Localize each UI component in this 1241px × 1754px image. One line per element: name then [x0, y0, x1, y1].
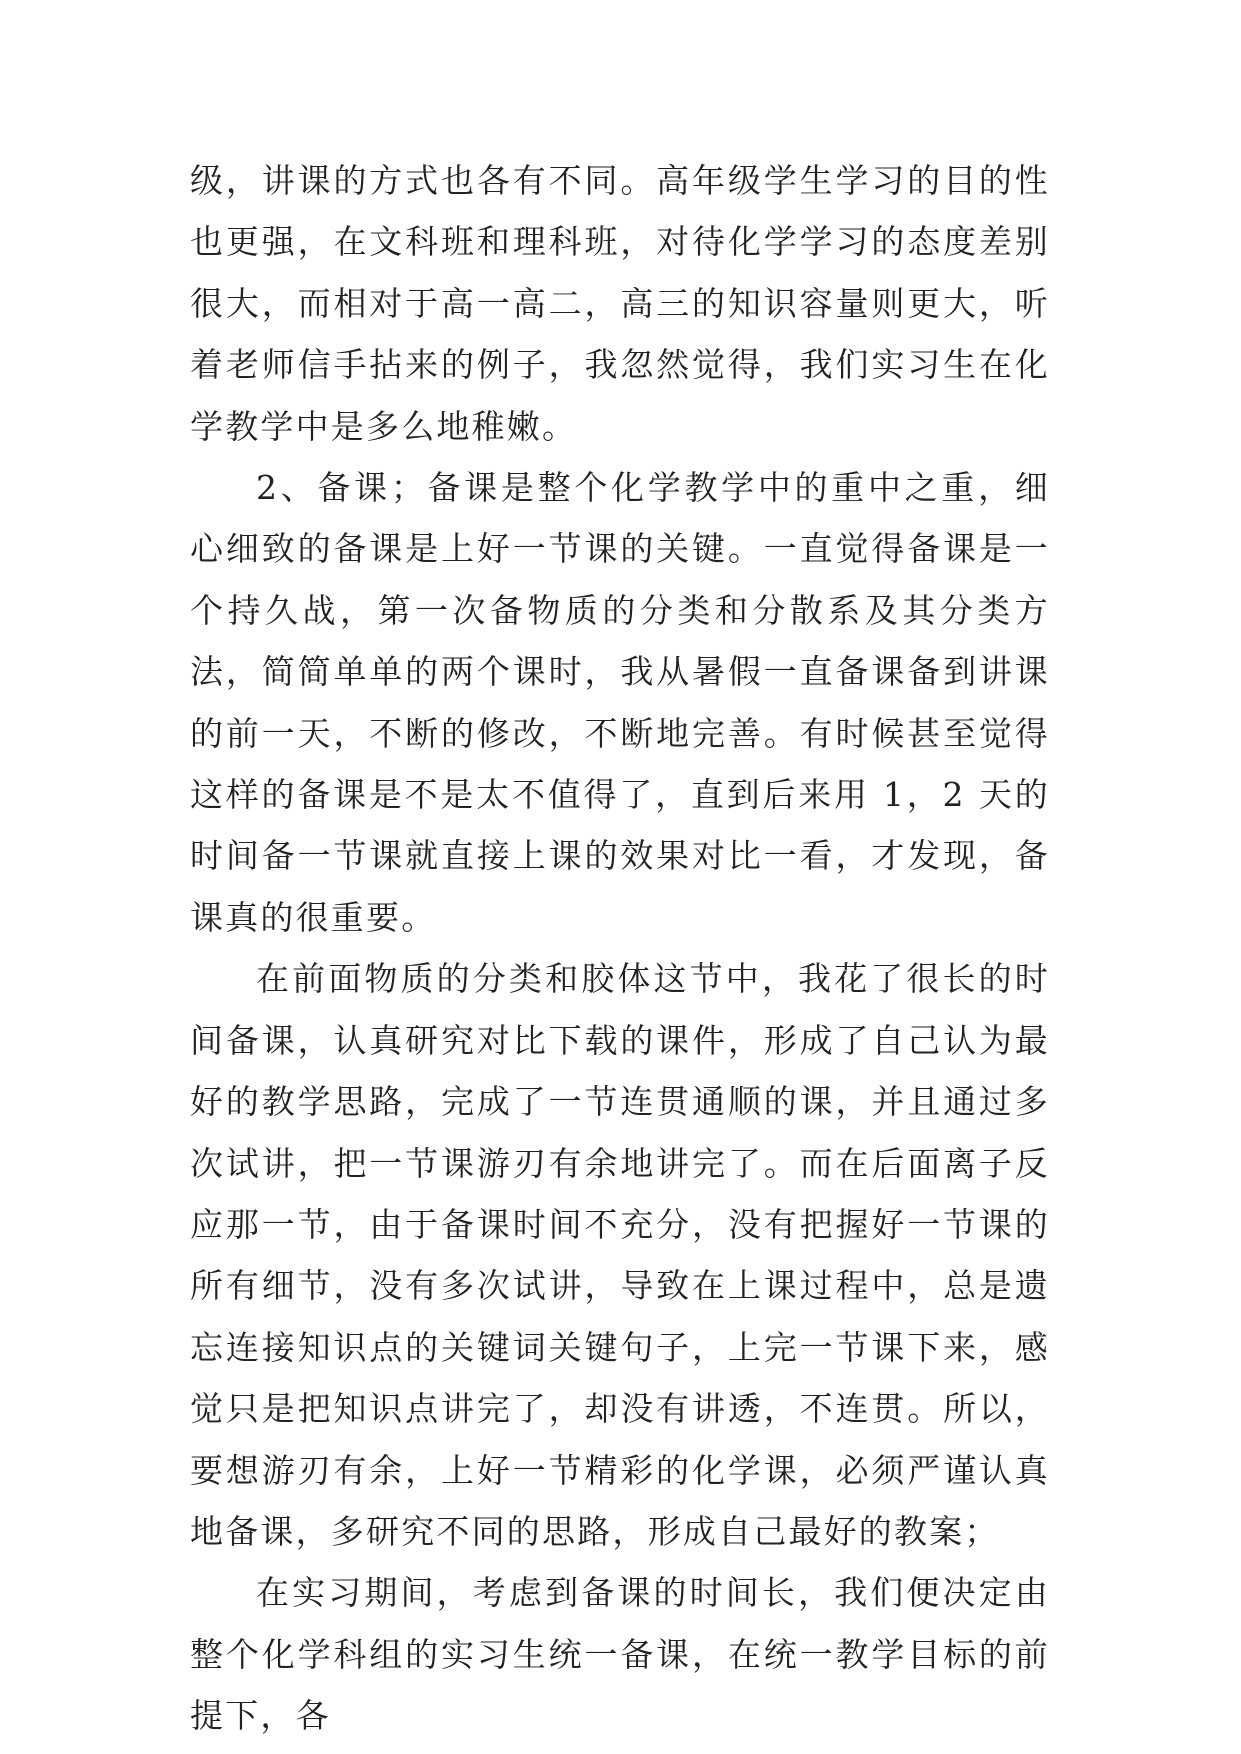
paragraph-1: 级，讲课的方式也各有不同。高年级学生学习的目的性也更强，在文科班和理科班，对待化学学习的态度差别很大，而相对于高一高二，高三的知识容量则更大，听着老师信手拈来的例子，我忽然觉得，我们实习生在化学教学中是多么地稚嫩。 — [190, 161, 1050, 446]
paragraph-4: 在实习期间，考虑到备课的时间长，我们便决定由整个化学科组的实习生统一备课，在统一教学目标的前提下，各 — [190, 1573, 1050, 1736]
document-body — [190, 150, 1050, 1747]
paragraph-2: 2、备课；备课是整个化学教学中的重中之重，细心细致的备课是上好一节课的关键。一直觉得备课是一个持久战，第一次备物质的分类和分散系及其分类方法，简简单单的两个课时，我从暑假一直备课备到讲课的前一天，不断的修改，不断地完善。有时候甚至觉得这样的备课是不是太不值得了，直到后来用 1，2 天的时间备一节课就直接上课的效果对比一看，才发现，备课真的很重要。 — [190, 468, 1050, 937]
paragraph-3: 在前面物质的分类和胶体这节中，我花了很长的时间备课，认真研究对比下载的课件，形成了自己认为最好的教学思路，完成了一节连贯通顺的课，并且通过多次试讲，把一节课游刃有余地讲完了。而在后面离子反应那一节，由于备课时间不充分，没有把握好一节课的所有细节，没有多次试讲，导致在上课过程中，总是遗忘连接知识点的关键词关键句子，上完一节课下来，感觉只是把知识点讲完了，却没有讲透，不连贯。所以，要想游刃有余，上好一节精彩的化学课，必须严谨认真地备课，多研究不同的思路，形成自己最好的教案； — [190, 959, 1050, 1551]
